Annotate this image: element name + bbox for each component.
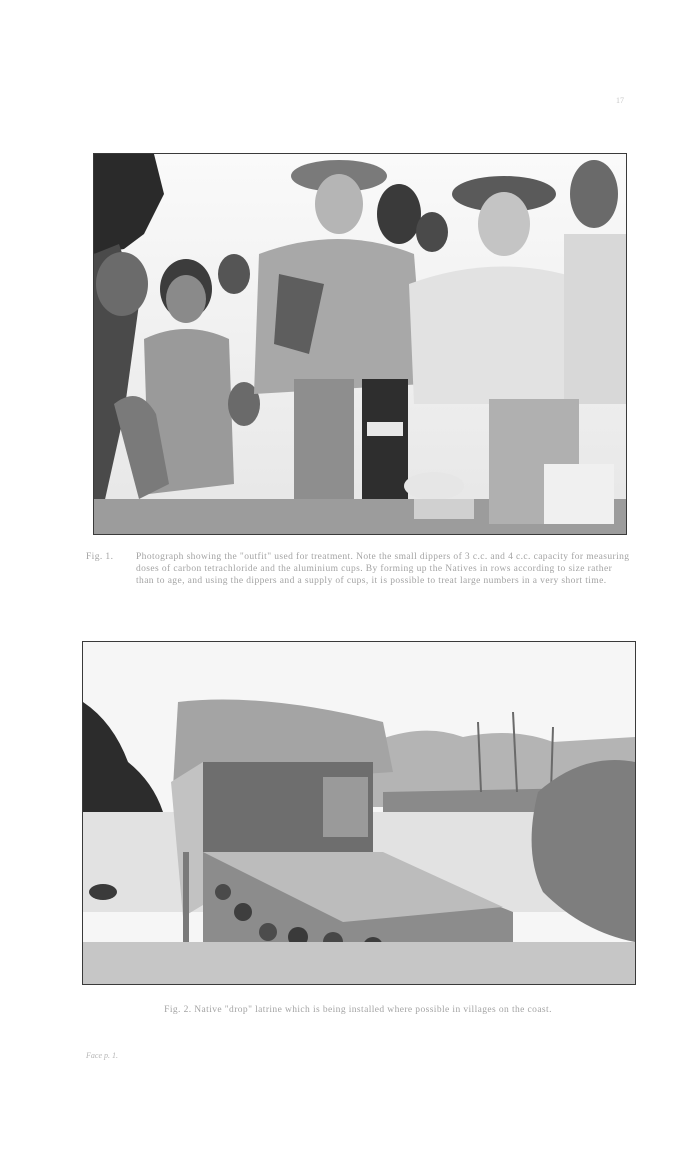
figure-1-text: Photograph showing the "outfit" used for treatment. Note the small dippers of 3 c.c. and 4 c.c. capacity for measuring doses of carbon tetrachloride and the aluminium cups. By forming up the Natives in rows according to size rather than to age, and using the dippers and a supply of cups, it is possible to treat large numbers in a very short time. bbox=[136, 552, 630, 586]
figure-1-label: Fig. 1. bbox=[86, 552, 114, 562]
page-corner-mark: 17 bbox=[616, 96, 624, 105]
figure-2-text: Native "drop" latrine which is being installed where possible in villages on the coast. bbox=[194, 1005, 552, 1015]
latrine-photograph bbox=[82, 641, 636, 985]
treatment-outfit-photograph bbox=[93, 153, 627, 535]
figure-1-caption bbox=[86, 551, 632, 587]
figure-2-label: Fig. 2. bbox=[164, 1005, 192, 1015]
figure-2-caption bbox=[82, 1004, 634, 1016]
facing-page-note: Face p. 1. bbox=[86, 1051, 118, 1060]
